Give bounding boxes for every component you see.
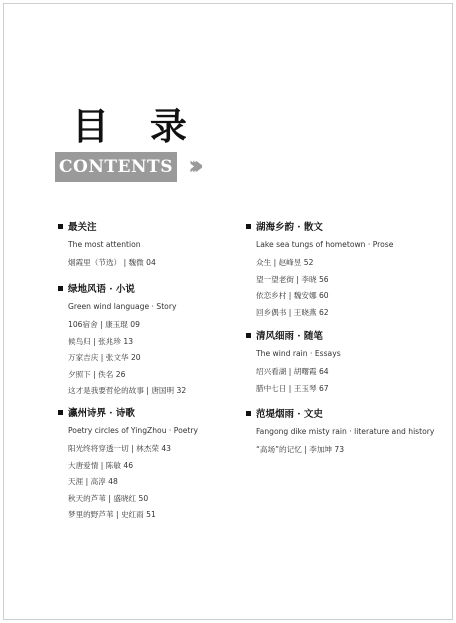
square-bullet-icon xyxy=(246,411,251,416)
toc-entry[interactable]: 106宿舍 | 康玉琨 09 xyxy=(68,320,140,329)
page-title: 目 录 xyxy=(72,104,201,148)
toc-entry[interactable]: 依恋乡村 | 魏安娜 60 xyxy=(256,291,329,300)
section-essays xyxy=(246,328,341,397)
section-heading: 最关注 xyxy=(68,222,97,233)
section-story xyxy=(58,281,186,400)
section-subtitle: Green wind language · Story xyxy=(68,302,177,311)
toc-entry[interactable]: 梦里的野芦苇 | 史红雨 51 xyxy=(68,510,156,519)
section-heading: 瀛州诗界 · 诗歌 xyxy=(68,408,135,419)
section-subtitle: The wind rain · Essays xyxy=(256,349,341,358)
section-most-attention xyxy=(58,219,156,272)
toc-entry[interactable]: 阳光终将穿透一切 | 林杰荣 43 xyxy=(68,444,171,453)
square-bullet-icon xyxy=(58,224,63,229)
section-heading: 湖海乡韵 · 散文 xyxy=(256,222,323,233)
toc-entry[interactable]: 天涯 | 高淳 48 xyxy=(68,477,118,486)
contents-badge xyxy=(55,152,177,182)
toc-entry[interactable]: 绍兴看湖 | 胡曙霞 64 xyxy=(256,367,329,376)
square-bullet-icon xyxy=(58,286,63,291)
toc-entry[interactable]: 万家吉庆 | 张文华 20 xyxy=(68,353,141,362)
section-subtitle: Poetry circles of YingZhou · Poetry xyxy=(68,426,198,435)
section-poetry xyxy=(58,405,198,524)
toc-entry[interactable]: 回乡偶书 | 王晓燕 62 xyxy=(256,307,329,317)
section-subtitle: Fangong dike misty rain · literature and history xyxy=(256,427,435,436)
toc-entry[interactable]: 秋天的芦苇 | 盛晓红 50 xyxy=(68,493,149,503)
toc-entry[interactable]: 大唐爱情 | 陈敏 46 xyxy=(68,460,134,470)
section-heading: 清风细雨 · 随笔 xyxy=(256,331,323,342)
double-chevron-right-icon: ››› xyxy=(188,151,197,181)
section-subtitle: Lake sea tungs of hometown · Prose xyxy=(256,240,394,249)
section-prose xyxy=(246,219,393,321)
contents-label: CONTENTS xyxy=(59,157,173,177)
section-heading: 范堤烟雨 · 文史 xyxy=(256,409,323,420)
square-bullet-icon xyxy=(246,224,251,229)
toc-entry[interactable]: 腊中七日 | 王玉琴 67 xyxy=(256,383,329,393)
section-literature-history xyxy=(246,406,434,459)
square-bullet-icon xyxy=(58,410,63,415)
toc-entry[interactable]: 候鸟归 | 张兆珍 13 xyxy=(68,336,134,346)
toc-entry[interactable]: 众生 | 赵峰昱 52 xyxy=(256,258,314,267)
square-bullet-icon xyxy=(246,333,251,338)
section-heading: 绿地风语 · 小说 xyxy=(68,284,135,295)
toc-entry[interactable]: 夕照下 | 佚名 26 xyxy=(68,369,126,379)
toc-entry[interactable]: 望一望老街 | 李晓 56 xyxy=(256,274,329,284)
toc-entry[interactable]: “高场”的记忆 | 李加坤 73 xyxy=(256,445,345,454)
toc-entry[interactable]: 这才是我要哲伦的故事 | 唐国明 32 xyxy=(68,386,187,395)
section-subtitle: The most attention xyxy=(68,240,141,249)
toc-entry[interactable]: 烟霞里（节选） | 魏微 04 xyxy=(68,258,156,267)
